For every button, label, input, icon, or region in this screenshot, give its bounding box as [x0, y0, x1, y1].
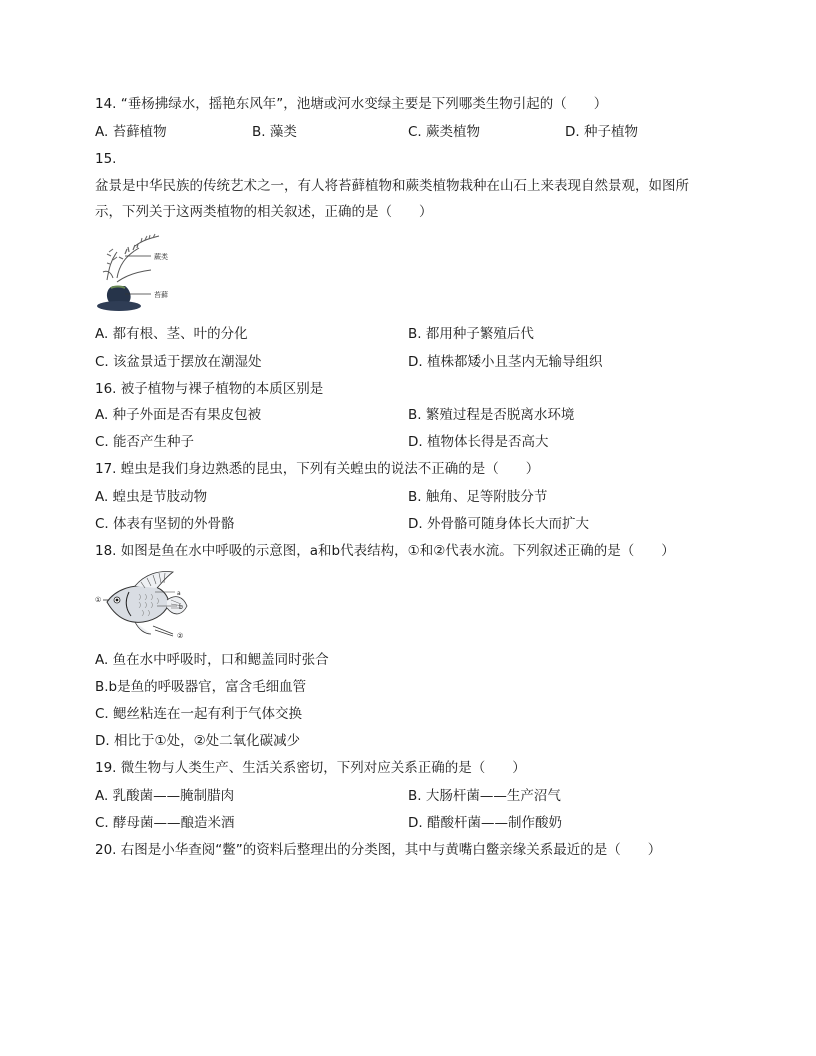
moss-label: 苔藓 — [154, 291, 168, 299]
question-15-option-d: D. 植株都矮小且茎内无输导组织 — [408, 354, 603, 370]
question-17-stem: 17. 蝗虫是我们身边熟悉的昆虫，下列有关蝗虫的说法不正确的是（ ） — [95, 461, 540, 477]
question-17-option-c: C. 体表有坚韧的外骨骼 — [95, 516, 235, 532]
water-flow-2-label: ② — [177, 632, 184, 640]
question-19-option-c: C. 酵母菌——酿造米酒 — [95, 815, 235, 831]
question-16-stem: 16. 被子植物与裸子植物的本质区别是 — [95, 381, 324, 397]
question-15-number: 15. — [95, 151, 117, 167]
question-19-option-b: B. 大肠杆菌——生产沼气 — [408, 788, 561, 804]
question-19-stem: 19. 微生物与人类生产、生活关系密切，下列对应关系正确的是（ ） — [95, 760, 526, 776]
question-18-option-c: C. 鳃丝粘连在一起有利于气体交换 — [95, 706, 303, 722]
question-17-option-a: A. 蝗虫是节肢动物 — [95, 489, 208, 505]
question-16-option-c: C. 能否产生种子 — [95, 434, 195, 450]
water-flow-1-label: ① — [95, 596, 102, 604]
fern-label: 蕨类 — [154, 253, 168, 261]
question-15-option-a: A. 都有根、茎、叶的分化 — [95, 326, 248, 342]
question-14-option-a: A. 苔藓植物 — [95, 124, 167, 140]
question-18-stem: 18. 如图是鱼在水中呼吸的示意图，a和b代表结构，①和②代表水流。下列叙述正确的是（ ） — [95, 543, 675, 559]
question-14-stem: 14. “垂杨拂绿水，摇艳东风年”，池塘或河水变绿主要是下列哪类生物引起的（ ） — [95, 96, 608, 112]
structure-b-label: b — [179, 604, 183, 611]
question-15-option-c: C. 该盆景适于摆放在潮湿处 — [95, 354, 262, 370]
question-16-option-b: B. 繁殖过程是否脱离水环境 — [408, 407, 575, 423]
question-14-option-c: C. 蕨类植物 — [408, 124, 481, 140]
structure-a-label: a — [177, 590, 181, 597]
question-19-option-d: D. 醋酸杆菌——制作酸奶 — [408, 815, 562, 831]
question-18-option-b: B.b是鱼的呼吸器官，富含毛细血管 — [95, 679, 307, 695]
question-14-option-d: D. 种子植物 — [565, 124, 638, 140]
bonsai-figure — [95, 232, 195, 314]
question-17-option-b: B. 触角、足等附肢分节 — [408, 489, 548, 505]
question-16-option-d: D. 植物体长得是否高大 — [408, 434, 549, 450]
question-17-option-d: D. 外骨骼可随身体长大而扩大 — [408, 516, 589, 532]
question-15-stem-line2: 示，下列关于这两类植物的相关叙述，正确的是（ ） — [95, 204, 433, 220]
question-15-option-b: B. 都用种子繁殖后代 — [408, 326, 534, 342]
question-18-option-a: A. 鱼在水中呼吸时，口和鳃盖同时张合 — [95, 652, 329, 668]
question-15-stem-line1: 盆景是中华民族的传统艺术之一，有人将苔藓植物和蕨类植物栽种在山石上来表现自然景观，如图所 — [95, 178, 689, 194]
fish-respiration-figure — [95, 570, 197, 642]
question-18-option-d: D. 相比于①处，②处二氧化碳减少 — [95, 733, 301, 749]
question-16-option-a: A. 种子外面是否有果皮包被 — [95, 407, 262, 423]
question-14-option-b: B. 藻类 — [252, 124, 297, 140]
question-19-option-a: A. 乳酸菌——腌制腊肉 — [95, 788, 235, 804]
question-20-stem: 20. 右图是小华查阅“鳖”的资料后整理出的分类图，其中与黄嘴白鳖亲缘关系最近的是（ ） — [95, 842, 662, 858]
